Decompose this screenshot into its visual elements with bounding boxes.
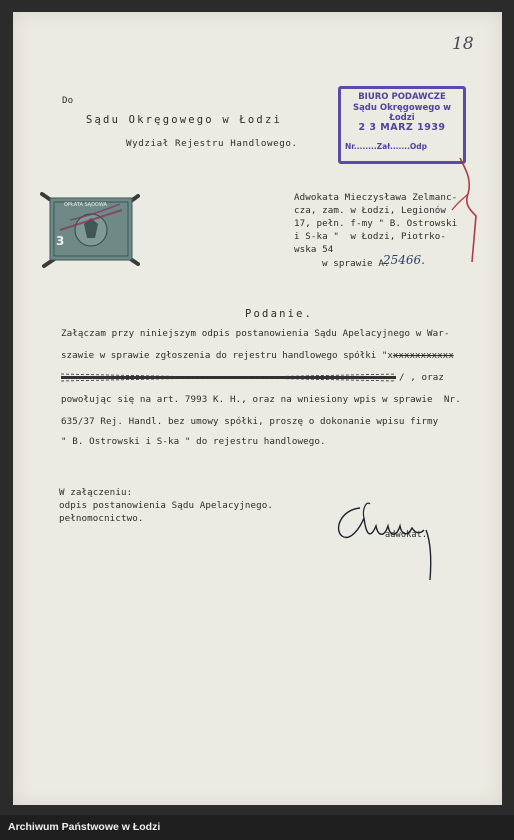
sender-line-3: 17, pełn. f-my " B. Ostrowski [294,218,458,229]
stamp-court: Sądu Okręgowego w Łodzi [352,103,452,123]
attachment-1: odpis postanowienia Sądu Apelacyjnego. [59,500,273,511]
sender-line-1: Adwokata Mieczysława Zelmanc- [294,192,458,203]
stamp-date: 2 3 MARZ 1939 [358,122,446,133]
recipient-court: Sądu Okręgowego w Łodzi [86,114,282,126]
page-number: 18 [452,34,474,54]
stamp-office: BIURO PODAWCZE [358,92,446,102]
body-line-2-struck: xxxxxxxxxxx [392,350,454,361]
revenue-stamp-value: 3 [56,234,65,248]
salutation: Do [62,95,74,106]
body-line-2-group [61,350,454,361]
body-line-1: Załączam przy niniejszym odpis postanowienia Sądu Apelacyjnego w War- [61,328,450,339]
stamp-registry-fields: Nr........Zał.......Odp [345,142,428,151]
body-line-5: 635/37 Rej. Handl. bez umowy spółki, proszę o dokonanie wpisu firmy [61,416,439,427]
case-number: 25466. [383,253,425,267]
recipient-department: Wydział Rejestru Handlowego. [126,138,298,149]
attachment-2: pełnomocnictwo. [59,513,144,524]
body-line-2: szawie w sprawie zgłoszenia do rejestru handlowego spółki "x [61,350,393,361]
attachments-heading: W załączeniu: [59,487,133,498]
sender-line-4: i S-ka " w Łodzi, Piotrko- [294,231,447,242]
sender-line-5: wska 54 [294,244,334,255]
signature-role: adwokat. [385,530,428,540]
registry-stamp [338,86,466,164]
struck-out-line [61,373,396,382]
revenue-stamp-label: OPŁATA SĄDOWA [64,202,107,208]
body-line-3-end: / , oraz [399,372,445,383]
archive-footer [0,815,514,840]
document-title: Podanie. [245,308,314,320]
body-line-4: powołując się na art. 7993 K. H., oraz na wniesiony wpis w sprawie Nr. [61,394,461,405]
sender-line-2: cza, zam. w Łodzi, Legionów [294,205,447,216]
body-line-6: " B. Ostrowski i S-ka " do rejestru handlowego. [61,436,326,447]
pencil-mark [448,150,488,270]
revenue-stamp [40,190,140,270]
archive-name: Archiwum Państwowe w Łodzi [8,821,161,833]
case-label: w sprawie A. [322,258,390,269]
